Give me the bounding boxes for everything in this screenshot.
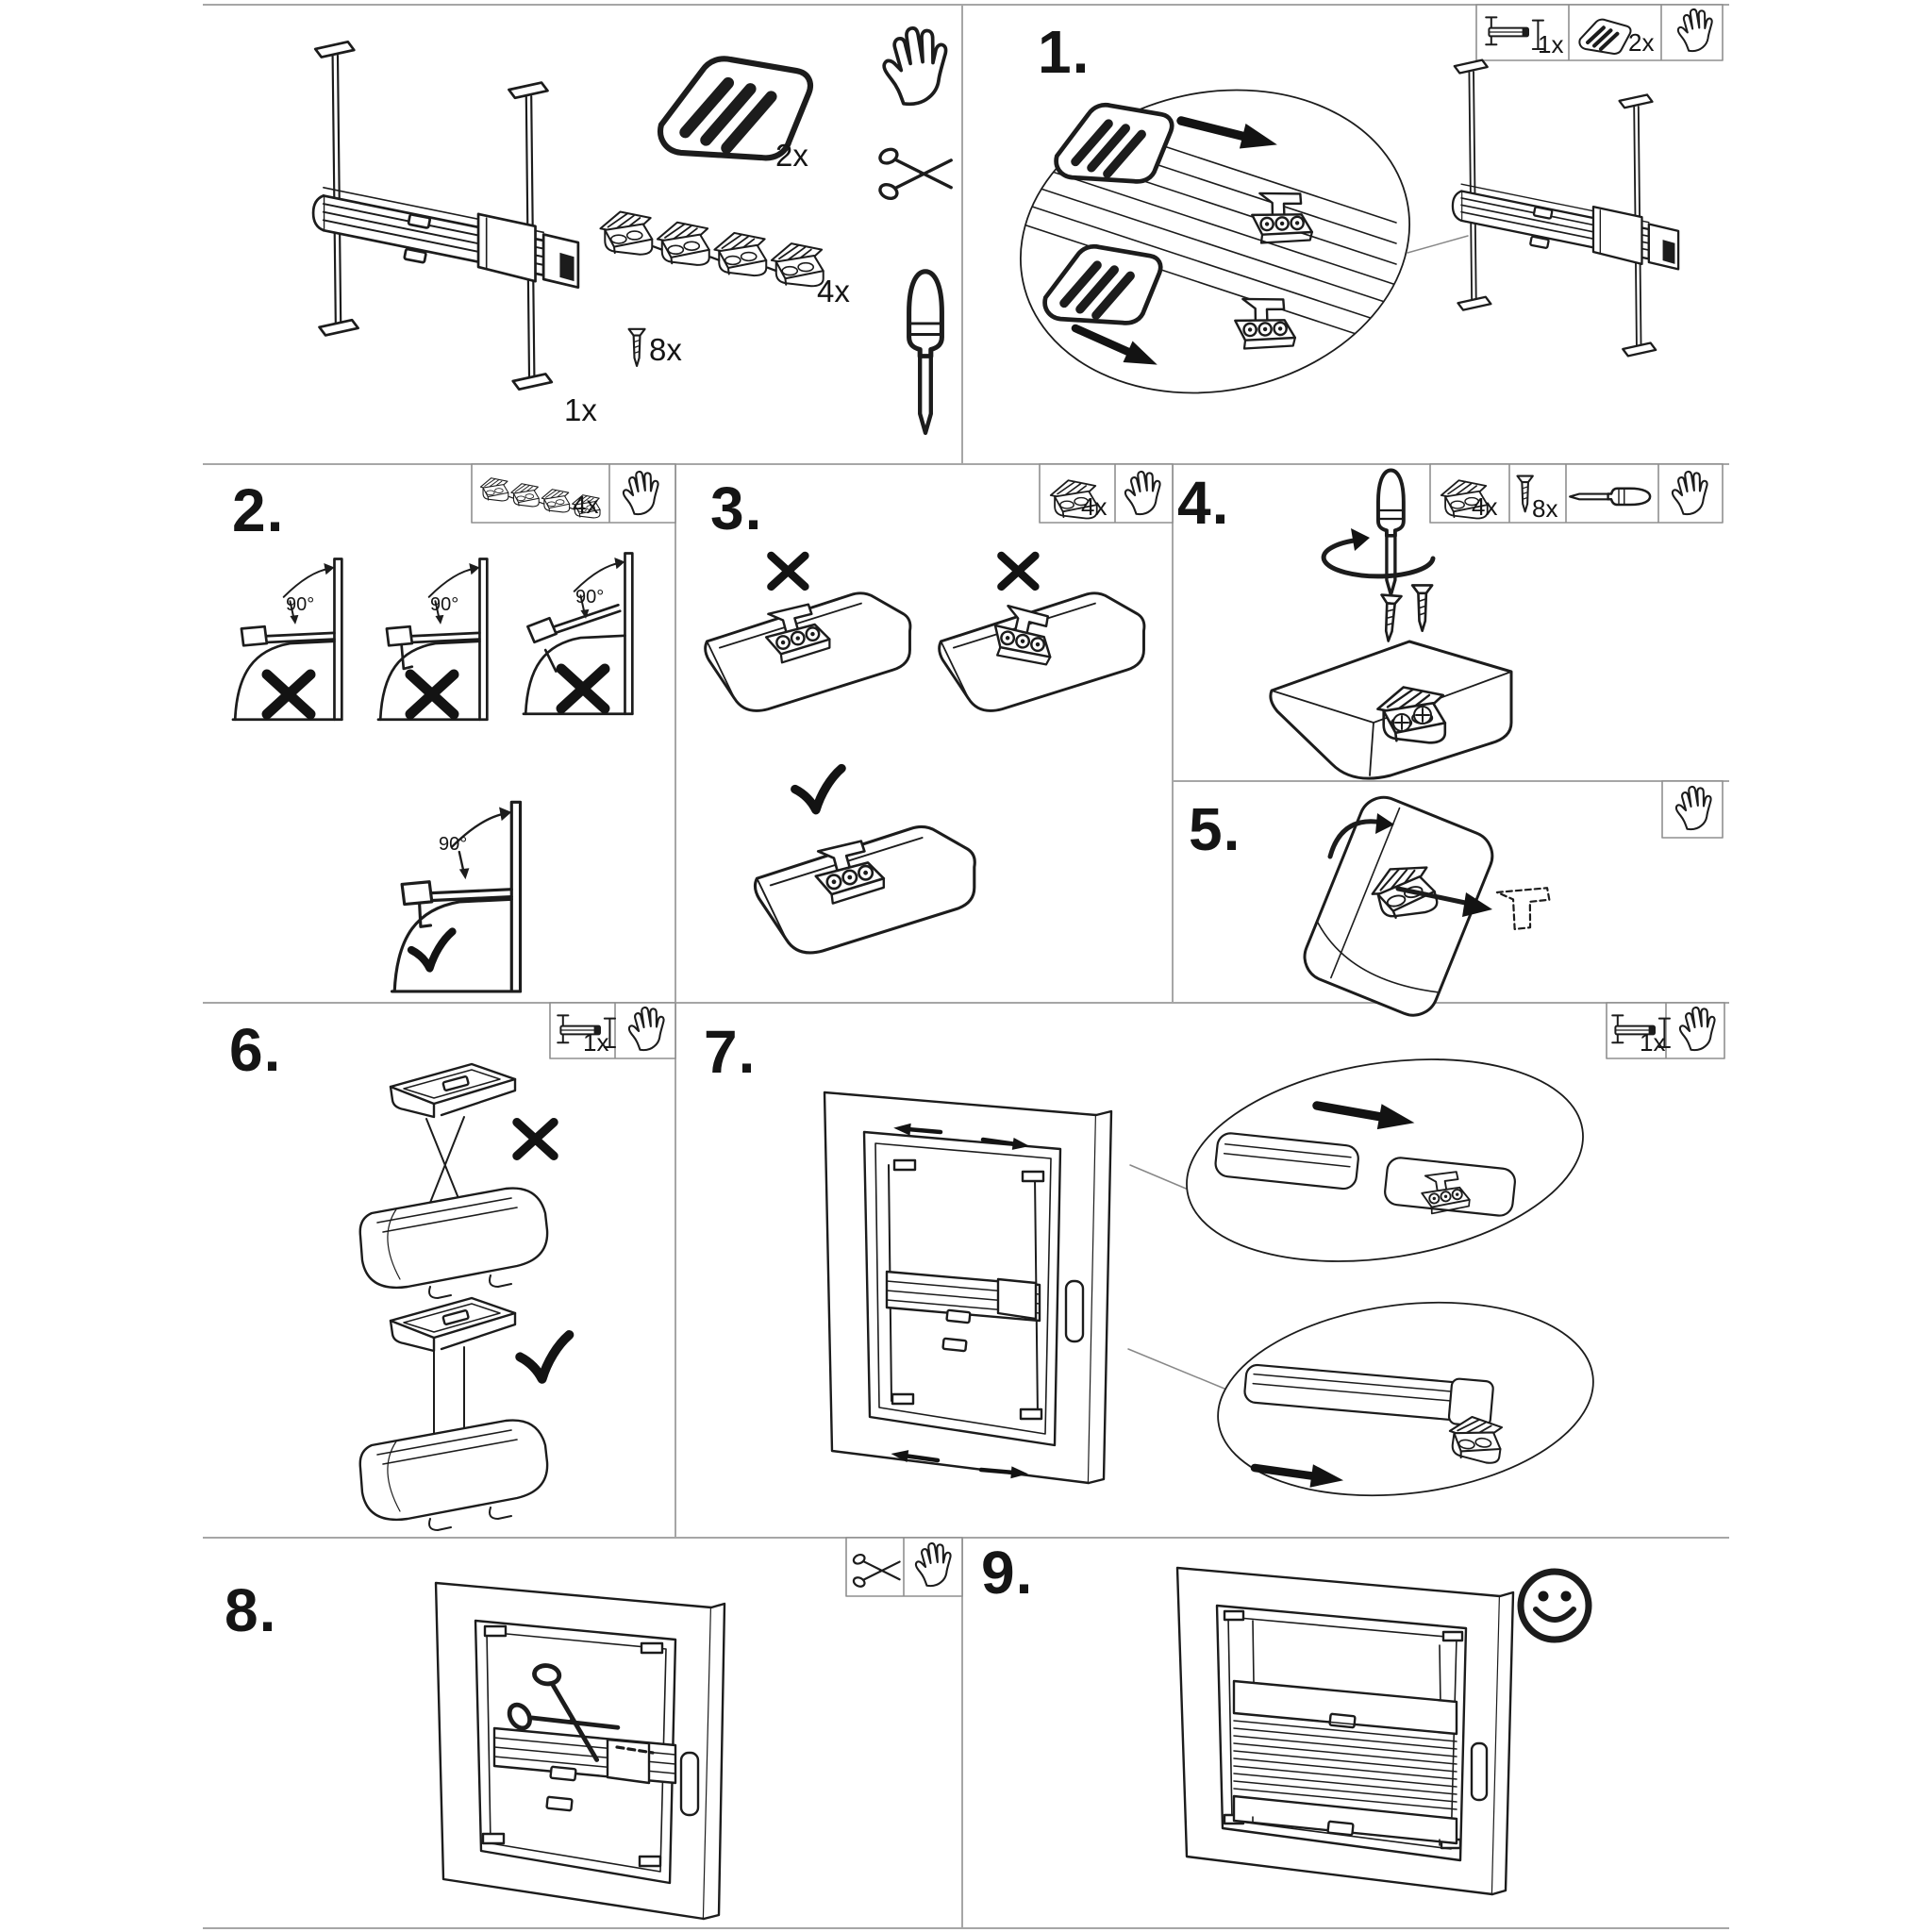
wrong-clip-diagram <box>706 593 910 711</box>
window-drawing <box>824 1092 1111 1483</box>
blind-assembly-drawing <box>313 42 578 389</box>
step-number: 6. <box>229 1016 282 1084</box>
quantity-label: 4x <box>573 491 599 519</box>
angle-label: 90° <box>430 594 459 615</box>
rail-housing-drawing <box>360 1421 547 1530</box>
quantity-label: 4x <box>1472 492 1498 521</box>
bracket-drawing <box>391 1298 515 1351</box>
blind-assembly-drawing <box>1453 60 1678 357</box>
window-handle <box>681 1753 698 1815</box>
smiley-icon <box>1521 1572 1589 1640</box>
cross-mark-icon <box>561 669 605 708</box>
step-number: 8. <box>225 1576 277 1644</box>
callout-top <box>1172 1033 1597 1288</box>
quantity-label: 1x <box>1538 30 1564 58</box>
angle-label: 90° <box>286 594 315 615</box>
parts-overview-illustration <box>313 24 953 433</box>
step-number: 2. <box>232 476 285 544</box>
step-7-illustration <box>824 1033 1605 1516</box>
step-2-illustration <box>233 553 632 991</box>
callout-bottom <box>1207 1282 1604 1515</box>
step-6-illustration <box>360 1064 570 1530</box>
angle-label: 90° <box>439 834 468 855</box>
hand-icon <box>879 24 953 107</box>
rotate-arrow <box>1324 540 1433 576</box>
removed-clip-outline <box>1492 881 1551 933</box>
quantity-label: 2x <box>1628 28 1655 57</box>
quantity-label: 4x <box>1081 492 1108 521</box>
cross-mark-icon <box>771 556 805 587</box>
check-mark-icon <box>411 932 453 969</box>
correct-mount-diagram <box>392 802 521 991</box>
step-number: 4. <box>1177 469 1230 537</box>
callout-ellipse <box>992 55 1439 428</box>
scissors-icon <box>878 146 952 201</box>
bracket-drawing <box>391 1064 515 1117</box>
quantity-label: 1x <box>1640 1028 1666 1057</box>
check-mark-icon <box>795 769 841 810</box>
cross-mark-icon <box>267 675 310 714</box>
step-number: 1. <box>1038 18 1091 86</box>
cross-mark-icon <box>410 675 454 714</box>
step-number: 3. <box>710 475 763 542</box>
step-number: 7. <box>704 1018 757 1086</box>
screw-drawing <box>629 329 645 366</box>
callout-line <box>1407 236 1468 253</box>
step-5-illustration <box>1297 791 1551 1023</box>
step-8-illustration <box>436 1583 724 1919</box>
screw-drawing <box>1378 595 1401 642</box>
window-handle <box>1472 1743 1487 1800</box>
quantity-label: 1x <box>564 392 597 427</box>
clip-chain-drawing <box>600 212 823 287</box>
screw-drawing <box>1412 585 1432 630</box>
angle-label: 90° <box>575 587 605 608</box>
cross-mark-icon <box>517 1123 554 1157</box>
correct-clip-diagram <box>755 826 974 952</box>
screwdriver-icon <box>909 272 942 433</box>
cross-mark-icon <box>1001 556 1035 587</box>
step-9-illustration <box>1177 1568 1513 1894</box>
step-1-illustration <box>992 55 1678 428</box>
quantity-label: 2x <box>775 138 808 173</box>
quantity-label: 1x <box>583 1028 609 1057</box>
check-mark-icon <box>520 1335 569 1379</box>
rotate-arrow-head <box>1351 528 1370 551</box>
step-3-illustration <box>706 556 1144 953</box>
wrong-clip-diagram <box>940 593 1144 711</box>
quantity-label: 8x <box>1532 494 1558 523</box>
step-number: 5. <box>1189 795 1241 863</box>
quantity-label: 8x <box>649 332 682 367</box>
step-number: 9. <box>981 1539 1034 1607</box>
quantity-label: 4x <box>817 274 850 308</box>
rail-housing-drawing <box>360 1189 547 1298</box>
